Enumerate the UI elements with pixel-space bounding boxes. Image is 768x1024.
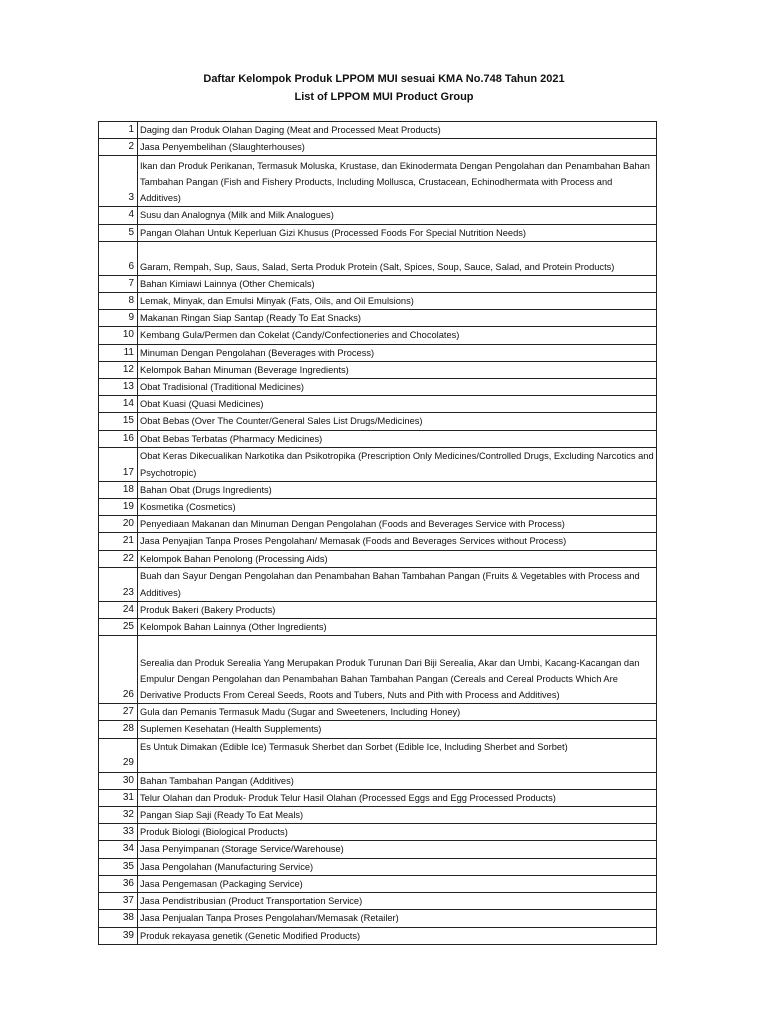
title-block — [0, 70, 768, 106]
row-description: Bahan Kimiawi Lainnya (Other Chemicals) — [138, 275, 657, 292]
row-number: 23 — [99, 567, 138, 601]
table-row — [99, 241, 657, 275]
row-description: Suplemen Kesehatan (Health Supplements) — [138, 721, 657, 738]
row-number: 8 — [99, 293, 138, 310]
row-description: Serealia dan Produk Serealia Yang Merupakan Produk Turunan Dari Biji Serealia, Akar dan Umbi, Kacang-Kacangan dan Empulur Dengan Pengolahan dan Penambahan Bahan Tambahan Pangan (Cereals and Cereal Products Which Are Derivative Products From Cereal Seeds, Roots and Tubers, Nuts and Pith with Process and Additives) — [138, 636, 657, 704]
row-number: 34 — [99, 841, 138, 858]
row-description: Obat Keras Dikecualikan Narkotika dan Psikotropika (Prescription Only Medicines/Controlled Drugs, Excluding Narcotics and Psychotropic) — [138, 447, 657, 481]
row-number: 24 — [99, 601, 138, 618]
row-description: Kelompok Bahan Penolong (Processing Aids) — [138, 550, 657, 567]
row-description: Pangan Siap Saji (Ready To Eat Meals) — [138, 807, 657, 824]
row-description: Telur Olahan dan Produk- Produk Telur Hasil Olahan (Processed Eggs and Egg Processed Products) — [138, 789, 657, 806]
row-description: Lemak, Minyak, dan Emulsi Minyak (Fats, Oils, and Oil Emulsions) — [138, 293, 657, 310]
table-row — [99, 636, 657, 704]
row-description: Produk rekayasa genetik (Genetic Modified Products) — [138, 927, 657, 944]
row-number: 35 — [99, 858, 138, 875]
row-description: Garam, Rempah, Sup, Saus, Salad, Serta Produk Protein (Salt, Spices, Soup, Sauce, Salad, and Protein Products) — [138, 241, 657, 275]
table-row — [99, 344, 657, 361]
row-number: 5 — [99, 224, 138, 241]
table-row — [99, 875, 657, 892]
row-description: Obat Bebas (Over The Counter/General Sales List Drugs/Medicines) — [138, 413, 657, 430]
row-number: 38 — [99, 910, 138, 927]
table-row — [99, 824, 657, 841]
table-row — [99, 601, 657, 618]
row-number: 6 — [99, 241, 138, 275]
row-number: 3 — [99, 156, 138, 207]
table-row — [99, 858, 657, 875]
row-description: Jasa Penyembelihan (Slaughterhouses) — [138, 139, 657, 156]
table-row — [99, 447, 657, 481]
row-description: Kembang Gula/Permen dan Cokelat (Candy/Confectioneries and Chocolates) — [138, 327, 657, 344]
row-description: Penyediaan Makanan dan Minuman Dengan Pengolahan (Foods and Beverages Service with Process) — [138, 516, 657, 533]
row-number: 1 — [99, 122, 138, 139]
row-description: Es Untuk Dimakan (Edible Ice) Termasuk Sherbet dan Sorbet (Edible Ice, Including Sherbet and Sorbet) — [138, 738, 657, 772]
row-description: Susu dan Analognya (Milk and Milk Analogues) — [138, 207, 657, 224]
document-subtitle: List of LPPOM MUI Product Group — [294, 91, 474, 103]
table-row — [99, 619, 657, 636]
row-number: 36 — [99, 875, 138, 892]
row-description: Daging dan Produk Olahan Daging (Meat and Processed Meat Products) — [138, 122, 657, 139]
row-number: 37 — [99, 893, 138, 910]
row-description: Pangan Olahan Untuk Keperluan Gizi Khusus (Processed Foods For Special Nutrition Needs) — [138, 224, 657, 241]
row-number: 28 — [99, 721, 138, 738]
row-description: Ikan dan Produk Perikanan, Termasuk Moluska, Krustase, dan Ekinodermata Dengan Pengolahan dan Penambahan Bahan Tambahan Pangan (Fish and Fishery Products, Including Mollusca, Crustacean, Echinodhermata with Process and Additives) — [138, 156, 657, 207]
table-row — [99, 156, 657, 207]
table-row — [99, 807, 657, 824]
row-number: 2 — [99, 139, 138, 156]
table-row — [99, 893, 657, 910]
row-description: Jasa Penjualan Tanpa Proses Pengolahan/Memasak (Retailer) — [138, 910, 657, 927]
row-number: 29 — [99, 738, 138, 772]
table-row — [99, 396, 657, 413]
table-row — [99, 481, 657, 498]
table-row — [99, 772, 657, 789]
table-row — [99, 721, 657, 738]
row-number: 12 — [99, 361, 138, 378]
row-description: Jasa Penyimpanan (Storage Service/Warehouse) — [138, 841, 657, 858]
row-number: 32 — [99, 807, 138, 824]
row-number: 4 — [99, 207, 138, 224]
table-row — [99, 361, 657, 378]
table-row — [99, 430, 657, 447]
table-row — [99, 310, 657, 327]
row-number: 11 — [99, 344, 138, 361]
table-row — [99, 413, 657, 430]
table-row — [99, 550, 657, 567]
row-number: 19 — [99, 499, 138, 516]
row-number: 17 — [99, 447, 138, 481]
row-description: Obat Bebas Terbatas (Pharmacy Medicines) — [138, 430, 657, 447]
row-description: Minuman Dengan Pengolahan (Beverages with Process) — [138, 344, 657, 361]
row-description: Jasa Pendistribusian (Product Transportation Service) — [138, 893, 657, 910]
row-description: Kosmetika (Cosmetics) — [138, 499, 657, 516]
row-number: 15 — [99, 413, 138, 430]
row-number: 10 — [99, 327, 138, 344]
row-description: Bahan Tambahan Pangan (Additives) — [138, 772, 657, 789]
row-number: 7 — [99, 275, 138, 292]
row-number: 21 — [99, 533, 138, 550]
row-description: Makanan Ringan Siap Santap (Ready To Eat Snacks) — [138, 310, 657, 327]
row-number: 31 — [99, 789, 138, 806]
table-row — [99, 499, 657, 516]
row-description: Gula dan Pemanis Termasuk Madu (Sugar and Sweeteners, Including Honey) — [138, 704, 657, 721]
table-body — [99, 122, 657, 945]
row-description: Kelompok Bahan Minuman (Beverage Ingredients) — [138, 361, 657, 378]
table-row — [99, 704, 657, 721]
row-description: Kelompok Bahan Lainnya (Other Ingredients) — [138, 619, 657, 636]
table-row — [99, 567, 657, 601]
row-description: Jasa Pengolahan (Manufacturing Service) — [138, 858, 657, 875]
row-description: Produk Biologi (Biological Products) — [138, 824, 657, 841]
table-row — [99, 738, 657, 772]
row-description: Jasa Penyajian Tanpa Proses Pengolahan/ Memasak (Foods and Beverages Services without Process) — [138, 533, 657, 550]
row-number: 30 — [99, 772, 138, 789]
row-description: Buah dan Sayur Dengan Pengolahan dan Penambahan Bahan Tambahan Pangan (Fruits & Vegetables with Process and Additives) — [138, 567, 657, 601]
table-row — [99, 327, 657, 344]
row-number: 26 — [99, 636, 138, 704]
table-row — [99, 207, 657, 224]
product-group-table — [98, 121, 657, 945]
table-row — [99, 139, 657, 156]
document-title: Daftar Kelompok Produk LPPOM MUI sesuai KMA No.748 Tahun 2021 — [203, 73, 565, 85]
table-row — [99, 122, 657, 139]
row-number: 33 — [99, 824, 138, 841]
row-number: 13 — [99, 379, 138, 396]
row-number: 25 — [99, 619, 138, 636]
row-description: Obat Tradisional (Traditional Medicines) — [138, 379, 657, 396]
table-row — [99, 293, 657, 310]
row-description: Jasa Pengemasan (Packaging Service) — [138, 875, 657, 892]
table-row — [99, 275, 657, 292]
table-row — [99, 789, 657, 806]
row-description: Obat Kuasi (Quasi Medicines) — [138, 396, 657, 413]
table-row — [99, 841, 657, 858]
row-number: 16 — [99, 430, 138, 447]
row-number: 14 — [99, 396, 138, 413]
table-row — [99, 927, 657, 944]
table-row — [99, 379, 657, 396]
row-number: 39 — [99, 927, 138, 944]
table-row — [99, 910, 657, 927]
table-row — [99, 533, 657, 550]
row-description: Produk Bakeri (Bakery Products) — [138, 601, 657, 618]
row-number: 20 — [99, 516, 138, 533]
table-row — [99, 516, 657, 533]
row-number: 9 — [99, 310, 138, 327]
row-number: 27 — [99, 704, 138, 721]
row-number: 18 — [99, 481, 138, 498]
table-row — [99, 224, 657, 241]
row-description: Bahan Obat (Drugs Ingredients) — [138, 481, 657, 498]
row-number: 22 — [99, 550, 138, 567]
